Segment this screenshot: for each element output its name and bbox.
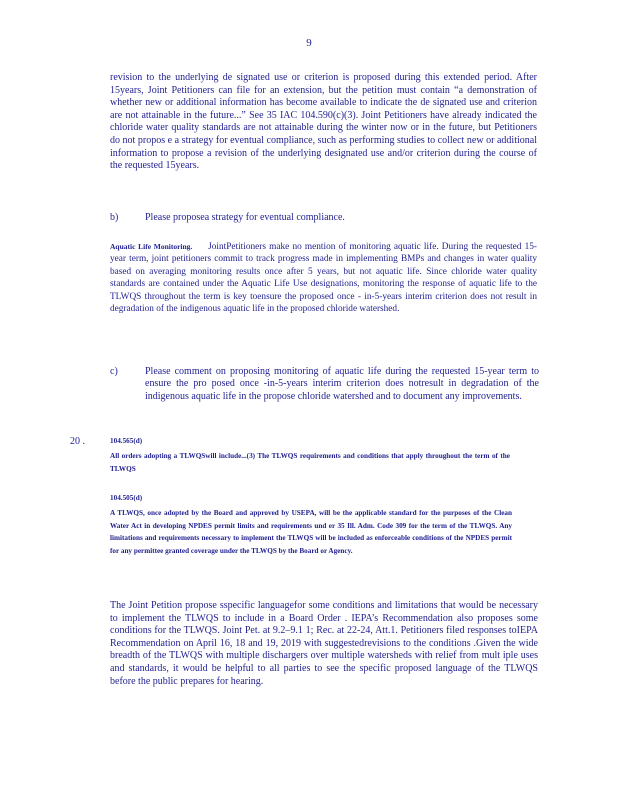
aquatic-life-text: JointPetitioners make no mention of monitoring aquatic life. During the requested 15-year term, joint petitioners commit to track progress made in implementing BMPs and changes in water quality based on averaging monitoring results once after 5 years, but not aquatic life. Since chloride water quality standards are contained under the Aquatic Life Use designations, monitoring the response of aquatic life to the TLWQS throughout the term is key toensure the proposed once - in-5-years interim criterion does not result in degradation of the indigenous aquatic life in the proposed chloride watershed. <box>110 242 538 315</box>
item-c-text: Please comment on proposing monitoring of aquatic life during the requested 15-year term to ensure the pro posed once -in-5-years interim criterion does notresult in degradation of the indigenous aquatic life in the propose chloride watershed and to document any improvements. <box>145 366 539 402</box>
rule-104-505d-heading: 104.505(d) <box>110 494 143 502</box>
aquatic-life-heading: Aquatic Life Monitoring. <box>110 242 193 251</box>
paragraph-joint-petition-conditions: The Joint Petition propose sspecific languagefor some conditions and limitations that would be necessary to implement the TLWQS to include in a Board Order . IEPA’s Recommendation also proposes some conditions for the TLWQS. Joint Pet. at 9.2–9.1 1; Rec. at 22-24, Att.1. Petitioners filed responses toIEPA Recommendation on April 16, 18 and 19, 2019 with suggestedrevisions to the conditions .Given the wide breadth of the TLWQS with multiple dischargers over multiple watersheds with relief from mult iple uses and standards, it would be helpful to all parties to see the specific proposed language of the TLWQS before the public prepares for hearing. <box>110 600 538 687</box>
rule-104-565d-heading: 104.565(d) <box>110 437 143 445</box>
item-b-label: b) <box>110 212 119 223</box>
rule-104-505d-text: A TLWQS, once adopted by the Board and approved by USEPA, will be the applicable standard for the purposes of the Clean Water Act in developing NPDES permit limits and requirements und er 35 Ill. Adm. Code 309 for the term of the TLWQS. Any limitations and requirements necessary to implement the TLWQS will be included as enforceable conditions of the NPDES permit for any permittee granted coverage under the TLWQS by the Board or Agency. <box>110 509 512 555</box>
page-number: 9 <box>306 37 312 49</box>
paragraph-extended-period: revision to the underlying de signated use or criterion is proposed during this extended period. After 15years, Joint Petitioners can file for an extension, but the petition must contain “a demonstration of whether new or additional information has become available to indicate the de signated use and criterion are not attainable in the future...” See 35 IAC 104.590(c)(3). Joint Petitioners have already indicated the chloride water quality standards are not attainable during the winter now or in the future, but Petitioners do not propos e a strategy for eventual compliance, such as performing studies to collect new or additional information to propose a revision of the underlying designated use and/or criterion during the course of the requested 15years. <box>110 72 537 172</box>
item-c-label: c) <box>110 366 118 377</box>
question-number: 20 . <box>70 436 85 447</box>
paragraph-aquatic-life-monitoring <box>110 241 537 315</box>
rule-104-565d-text: All orders adopting a TLWQSwill include...(3) The TLWQS requirements and conditions that apply throughout the term of the TLWQS <box>110 452 510 473</box>
item-b-text: Please proposea strategy for eventual compliance. <box>145 212 345 223</box>
